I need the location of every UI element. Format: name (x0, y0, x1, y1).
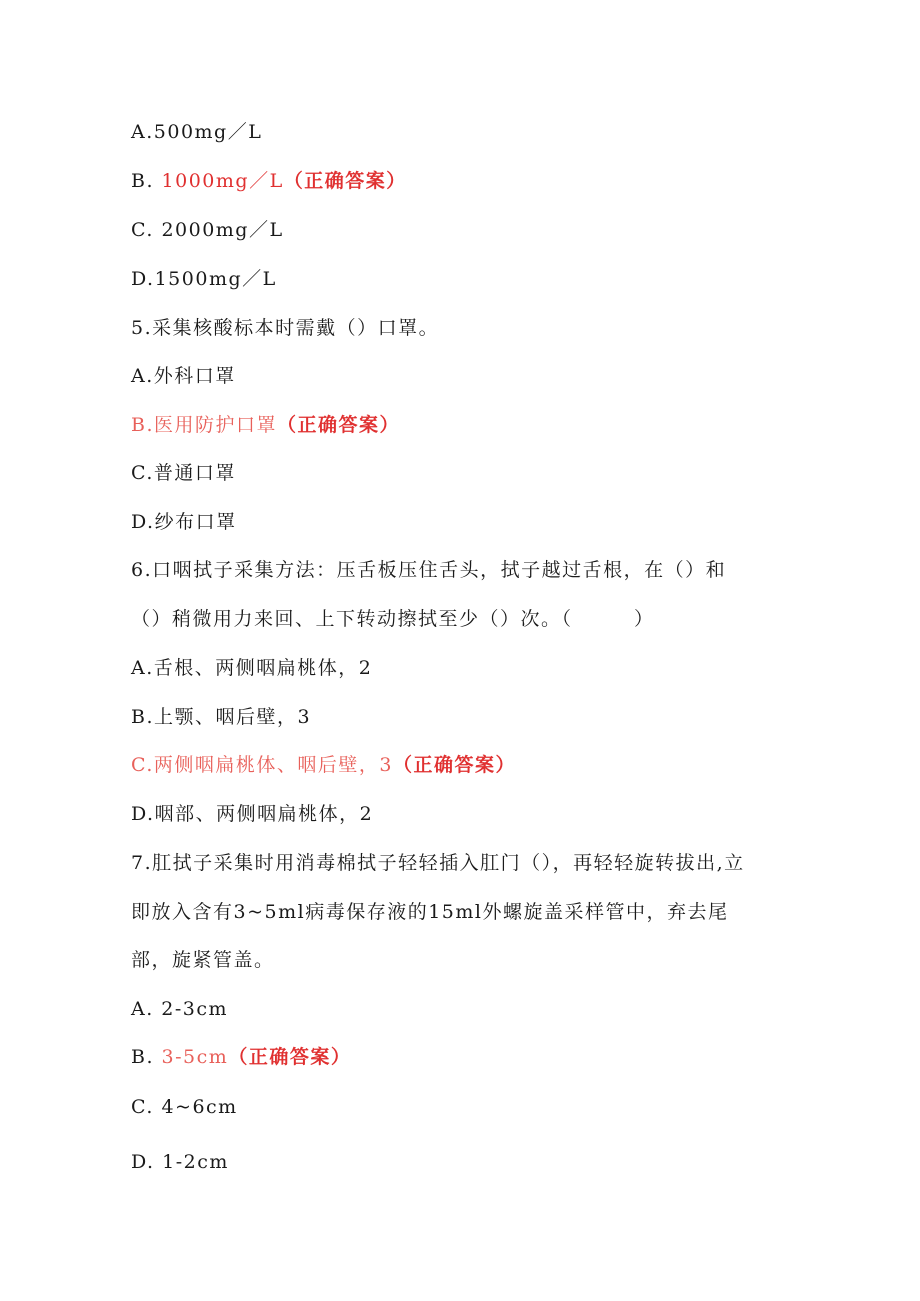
question-text: 5.采集核酸标本时需戴（）口罩。 (131, 317, 440, 339)
option-text: C. 2000mg／L (131, 219, 284, 241)
option-text: 1000mg／L (161, 170, 284, 192)
correct-answer-marker: （正确答案） (283, 170, 407, 192)
question-text: 7.肛拭子采集时用消毒棉拭子轻轻插入肛门（），再轻轻旋转拔出,立 (131, 852, 745, 874)
option-text: D.1500mg／L (131, 268, 277, 290)
option-text: D.咽部、两侧咽扁桃体，2 (131, 803, 374, 825)
q5-option-d (131, 510, 237, 534)
option-text: B.医用防护口罩 (131, 414, 278, 436)
q6-option-c (131, 753, 516, 777)
option-label: B. (131, 170, 162, 192)
correct-answer-marker: （正确答案） (228, 1046, 352, 1068)
q6-option-a (131, 656, 372, 680)
correct-answer-marker: （正确答案） (393, 754, 517, 776)
option-text: C. 4~6cm (131, 1096, 238, 1118)
q4-option-c (131, 218, 284, 242)
q7-option-b (131, 1045, 351, 1069)
option-text: A. 2-3cm (131, 998, 229, 1020)
question-7-line-2 (131, 900, 728, 924)
q4-option-b (131, 169, 407, 193)
question-text: 6.口咽拭子采集方法：压舌板压住舌头，拭子越过舌根，在（）和 (131, 559, 727, 581)
option-text: D.纱布口罩 (131, 511, 237, 533)
question-6-line-2 (131, 607, 655, 631)
q6-option-d (131, 802, 373, 826)
option-text: C.两侧咽扁桃体、咽后壁，3 (131, 754, 393, 776)
option-text: D. 1-2cm (131, 1151, 229, 1173)
question-text: （）稍微用力来回、上下转动擦拭至少（）次。（ ） (131, 608, 655, 630)
q7-option-a (131, 997, 228, 1021)
q4-option-d (131, 267, 277, 291)
option-text: A.舌根、两侧咽扁桃体，2 (131, 657, 373, 679)
q5-option-a (131, 364, 236, 388)
option-text: A.外科口罩 (131, 365, 236, 387)
q7-option-c (131, 1095, 238, 1119)
question-text: 即放入含有3~5ml病毒保存液的15ml外螺旋盖采样管中，弃去尾 (131, 901, 729, 923)
question-7-line-1 (131, 851, 745, 875)
option-text: A.500mg／L (131, 121, 263, 143)
question-5 (131, 316, 439, 340)
q6-option-b (131, 705, 311, 729)
option-text: C.普通口罩 (131, 462, 236, 484)
question-7-line-3 (131, 948, 275, 972)
correct-answer-marker: （正确答案） (277, 414, 401, 436)
q5-option-c (131, 461, 236, 485)
option-label: B. (131, 1046, 162, 1068)
option-text: B.上颚、咽后壁，3 (131, 706, 312, 728)
question-text: 部，旋紧管盖。 (131, 949, 275, 971)
option-text: 3-5cm (161, 1046, 229, 1068)
question-6-line-1 (131, 558, 726, 582)
q4-option-a (131, 120, 262, 144)
q5-option-b (131, 413, 400, 437)
q7-option-d (131, 1150, 229, 1174)
